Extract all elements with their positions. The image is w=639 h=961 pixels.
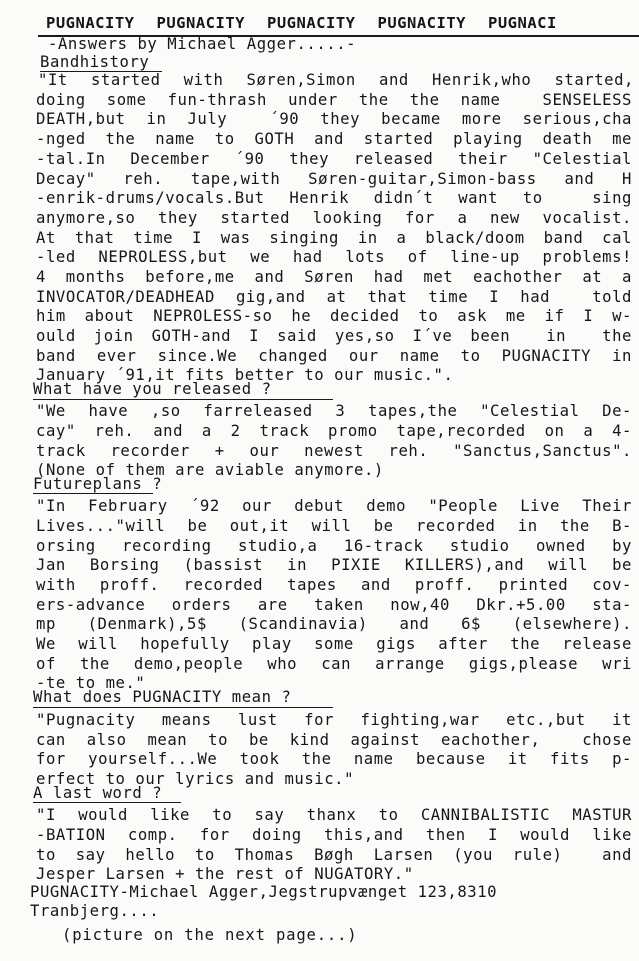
meaning-line: erfect to our lyrics and music." (36, 770, 355, 788)
heading-underline (33, 802, 181, 803)
futureplans-line: Jan Borsing (bassist in PIXIE KILLERS),and will be (36, 556, 632, 574)
header-word: PUGNACITY (267, 14, 356, 32)
heading-lastword: A last word ? (33, 784, 163, 802)
lastword-line: to say hello to Thomas Bøgh Larsen (you rule) and (36, 846, 632, 864)
header-banner (46, 14, 639, 32)
lastword-line: -BATION comp. for doing this,and then I would like (36, 826, 632, 844)
bandhistory-line: 4 months before,me and Søren had met eachother at a (36, 268, 632, 286)
heading-futureplans: Futureplans ? (33, 475, 163, 493)
bandhistory-line: -enrik-drums/vocals.But Henrik didn´t want to sing (36, 189, 632, 207)
bandhistory-line: January ´91,it fits better to our music.". (36, 366, 454, 384)
bandhistory-line: INVOCATOR/DEADHEAD gig,and at that time I had told (36, 288, 632, 306)
bandhistory-line: DEATH,but in July ´90 they became more serious,cha (36, 110, 632, 128)
bandhistory-line: anymore,so they started looking for a new vocalist. (36, 209, 632, 227)
footer-note: (picture on the next page...) (62, 926, 358, 944)
futureplans-line: -te to me." (36, 674, 146, 692)
bandhistory-line: At that time I was singing in a black/doom band cal (36, 229, 632, 247)
futureplans-line: We will hopefully play some gigs after the release (36, 635, 632, 653)
bandhistory-line: ould join GOTH-and I said yes,so I´ve been in the (36, 327, 632, 345)
bandhistory-line: doing some fun-thrash under the the name SENSELESS (36, 91, 632, 109)
released-line: track recorder + our newest reh. "Sanctus,Sanctus". (36, 442, 632, 460)
bandhistory-line: "It started with Søren,Simon and Henrik,who started, (38, 71, 634, 89)
heading-underline (33, 399, 333, 400)
lastword-line: Jesper Larsen + the rest of NUGATORY." (36, 865, 414, 883)
meaning-line: for yourself...We took the name because it fits p- (36, 750, 632, 768)
bandhistory-line: band ever since.We changed our name to PUGNACITY in (36, 347, 632, 365)
heading-bandhistory: Bandhistory (40, 53, 150, 71)
released-line: cay" reh. and a 2 track promo tape,recorded on a 4- (36, 422, 632, 440)
futureplans-line: mp (Denmark),5$ (Scandinavia) and 6$ (elsewhere). (36, 615, 632, 633)
released-line: "We have ,so farreleased 3 tapes,the "Celestial De- (36, 402, 632, 420)
released-line: (None of them are aviable anymore.) (36, 461, 384, 479)
futureplans-line: Lives..."will be out,it will be recorded in the B- (36, 517, 632, 535)
futureplans-line: of the demo,people who can arrange gigs,please wri (36, 655, 632, 673)
heading-underline (33, 493, 153, 494)
bandhistory-line: -nged the name to GOTH and started playing death me (36, 130, 632, 148)
header-word: PUGNACITY (46, 14, 135, 32)
futureplans-line: orsing recording studio,a 16-track studio owned by (36, 537, 632, 555)
futureplans-line: with proff. recorded tapes and proff. printed cov- (36, 576, 632, 594)
bandhistory-line: him about NEPROLESS-so he decided to ask me if I w- (36, 307, 632, 325)
bandhistory-line: Decay" reh. tape,with Søren-guitar,Simon-bass and H (36, 170, 632, 188)
futureplans-line: "In February ´92 our debut demo "People Live Their (36, 497, 632, 515)
heading-underline (33, 707, 333, 708)
contact-address: PUGNACITY-Michael Agger,Jegstrupvænget 123,8310 (30, 883, 498, 901)
lastword-line: "I would like to say thanx to CANNIBALISTIC MASTUR (36, 806, 632, 824)
bandhistory-line: -led NEPROLESS,but we had lots of line-up problems! (36, 248, 632, 266)
byline: -Answers by Michael Agger.....- (48, 35, 357, 53)
meaning-line: "Pugnacity means lust for fighting,war etc.,but it (36, 711, 632, 729)
bandhistory-line: -tal.In December ´90 they released their "Celestial (36, 150, 632, 168)
header-word: PUGNACITY (377, 14, 466, 32)
heading-meaning: What does PUGNACITY mean ? (33, 688, 292, 706)
heading-released: What have you released ? (33, 380, 272, 398)
header-word: PUGNACI (488, 14, 557, 32)
header-word: PUGNACITY (156, 14, 245, 32)
contact-address: Tranbjerg.... (30, 902, 160, 920)
meaning-line: can also mean to be kind against eachother, chose (36, 731, 632, 749)
futureplans-line: ers-advance orders are taken now,40 Dkr.+5.00 sta- (36, 596, 632, 614)
